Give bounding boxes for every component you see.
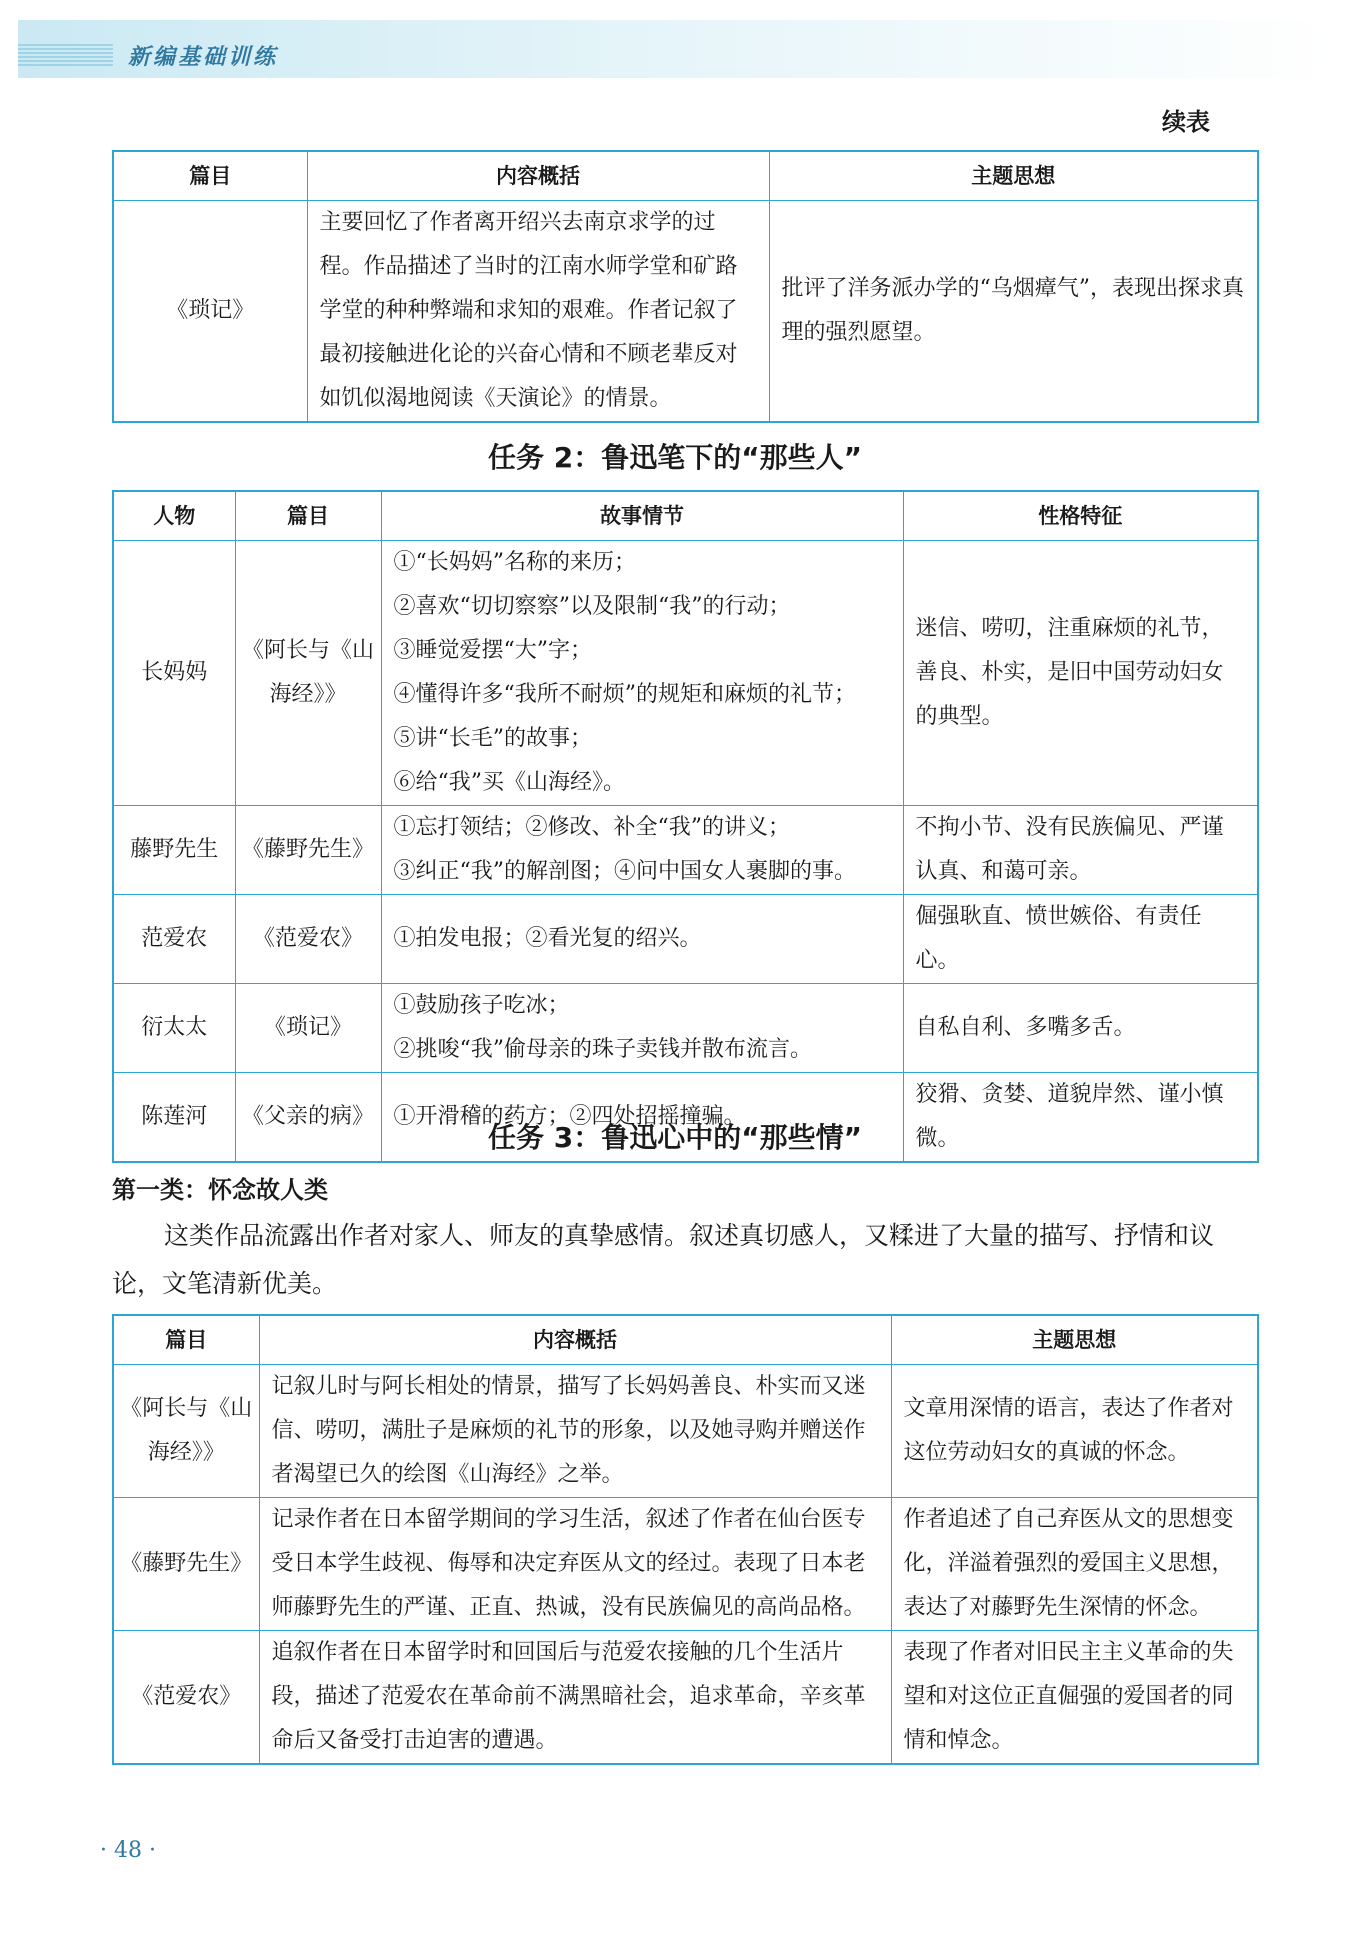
- work-title: 《父亲的病》: [235, 1073, 381, 1163]
- plot-item: ④懂得许多“我所不耐烦”的规矩和麻烦的礼节；: [393, 682, 856, 707]
- theme-text: 文章用深情的语言，表达了作者对这位劳动妇女的真诚的怀念。: [891, 1365, 1258, 1498]
- plot-item: ①开滑稽的药方；②四处招摇撞骗。: [393, 1104, 746, 1129]
- plot-item: ①“长妈妈”名称的来历；: [393, 550, 636, 575]
- plot-item: ①忘打领结；②修改、补全“我”的讲义；: [393, 815, 790, 840]
- person-name: 长妈妈: [113, 541, 235, 806]
- work-title: 《藤野先生》: [235, 806, 381, 895]
- continued-table: [112, 150, 1259, 423]
- category-heading: 第一类：怀念故人类: [112, 1176, 328, 1204]
- traits-cell: 不拘小节、没有民族偏见、严谨认真、和蔼可亲。: [903, 806, 1258, 895]
- plot-cell: [381, 541, 903, 806]
- header-cell: 篇目: [113, 151, 307, 201]
- header-stripe-decoration: [18, 44, 113, 68]
- work-title: 《阿长与《山海经》》: [235, 541, 381, 806]
- person-name: 陈莲河: [113, 1073, 235, 1163]
- works-table: [112, 1314, 1259, 1765]
- plot-cell: [381, 806, 903, 895]
- table-row: [113, 201, 1258, 423]
- plot-cell: [381, 984, 903, 1073]
- plot-cell: [381, 895, 903, 984]
- characters-table: [112, 490, 1259, 1163]
- traits-cell: 自私自利、多嘴多舌。: [903, 984, 1258, 1073]
- book-title: 新编基础训练: [128, 45, 279, 70]
- header-cell: 主题思想: [891, 1315, 1258, 1365]
- plot-item: ①拍发电报；②看光复的绍兴。: [393, 926, 702, 951]
- person-name: 藤野先生: [113, 806, 235, 895]
- table-row: [113, 1498, 1258, 1631]
- plot-item: ⑥给“我”买《山海经》。: [393, 770, 625, 795]
- header-cell: 篇目: [113, 1315, 259, 1365]
- theme-text: 批评了洋务派办学的“乌烟瘴气”，表现出探求真理的强烈愿望。: [769, 201, 1258, 423]
- header-cell: 篇目: [235, 491, 381, 541]
- traits-cell: 迷信、唠叨，注重麻烦的礼节，善良、朴实，是旧中国劳动妇女的典型。: [903, 541, 1258, 806]
- traits-cell: 倔强耿直、愤世嫉俗、有责任心。: [903, 895, 1258, 984]
- work-title: 《琐记》: [235, 984, 381, 1073]
- plot-item: ⑤讲“长毛”的故事；: [393, 726, 592, 751]
- table-header-row: [113, 491, 1258, 541]
- person-name: 衍太太: [113, 984, 235, 1073]
- header-cell: 内容概括: [307, 151, 769, 201]
- content-summary: 主要回忆了作者离开绍兴去南京求学的过程。作品描述了当时的江南水师学堂和矿路学堂的种种弊端和求知的艰难。作者记叙了最初接触进化论的兴奋心情和不顾老辈反对如饥似渴地阅读《天演论》的情景。: [307, 201, 769, 423]
- work-title: 《琐记》: [113, 201, 307, 423]
- theme-text: 作者追述了自己弃医从文的思想变化，洋溢着强烈的爱国主义思想，表达了对藤野先生深情的怀念。: [891, 1498, 1258, 1631]
- plot-item: ③睡觉爱摆“大”字；: [393, 638, 592, 663]
- content-summary: 追叙作者在日本留学时和回国后与范爱农接触的几个生活片段，描述了范爱农在革命前不满黑暗社会，追求革命，辛亥革命后又备受打击迫害的遭遇。: [259, 1631, 891, 1765]
- plot-item: ②喜欢“切切察察”以及限制“我”的行动；: [393, 594, 791, 619]
- table-header-row: [113, 1315, 1258, 1365]
- table-row: [113, 806, 1258, 895]
- work-title: 《藤野先生》: [113, 1498, 259, 1631]
- person-name: 范爱农: [113, 895, 235, 984]
- work-title: 《范爱农》: [113, 1631, 259, 1765]
- content-summary: 记录作者在日本留学期间的学习生活，叙述了作者在仙台医专受日本学生歧视、侮辱和决定弃医从文的经过。表现了日本老师藤野先生的严谨、正直、热诚，没有民族偏见的高尚品格。: [259, 1498, 891, 1631]
- header-cell: 故事情节: [381, 491, 903, 541]
- header-cell: 内容概括: [259, 1315, 891, 1365]
- plot-item: ①鼓励孩子吃冰；: [393, 993, 570, 1018]
- header-cell: 人物: [113, 491, 235, 541]
- task2-title: 任务 2：鲁迅笔下的“那些人”: [487, 441, 863, 474]
- table-row: [113, 1631, 1258, 1765]
- intro-paragraph: 这类作品流露出作者对家人、师友的真挚感情。叙述真切感人，又糅进了大量的描写、抒情和议论，文笔清新优美。: [112, 1221, 1215, 1298]
- table-row: [113, 1365, 1258, 1498]
- plot-item: ③纠正“我”的解剖图；④问中国女人裹脚的事。: [393, 859, 856, 884]
- work-title: 《范爱农》: [235, 895, 381, 984]
- plot-item: ②挑唆“我”偷母亲的珠子卖钱并散布流言。: [393, 1037, 812, 1062]
- work-title: 《阿长与《山海经》》: [113, 1365, 259, 1498]
- traits-cell: 狡猾、贪婪、道貌岸然、谨小慎微。: [903, 1073, 1258, 1163]
- table-row: [113, 895, 1258, 984]
- header-cell: 性格特征: [903, 491, 1258, 541]
- header-cell: 主题思想: [769, 151, 1258, 201]
- table-header-row: [113, 151, 1258, 201]
- theme-text: 表现了作者对旧民主主义革命的失望和对这位正直倔强的爱国者的同情和悼念。: [891, 1631, 1258, 1765]
- content-summary: 记叙儿时与阿长相处的情景，描写了长妈妈善良、朴实而又迷信、唠叨，满肚子是麻烦的礼节的形象，以及她寻购并赠送作者渴望已久的绘图《山海经》之举。: [259, 1365, 891, 1498]
- continued-label: 续表: [1162, 108, 1210, 136]
- table-row: [113, 541, 1258, 806]
- task3-title: 任务 3：鲁迅心中的“那些情”: [487, 1121, 863, 1154]
- table-row: [113, 984, 1258, 1073]
- page-number: · 48 ·: [100, 1838, 156, 1863]
